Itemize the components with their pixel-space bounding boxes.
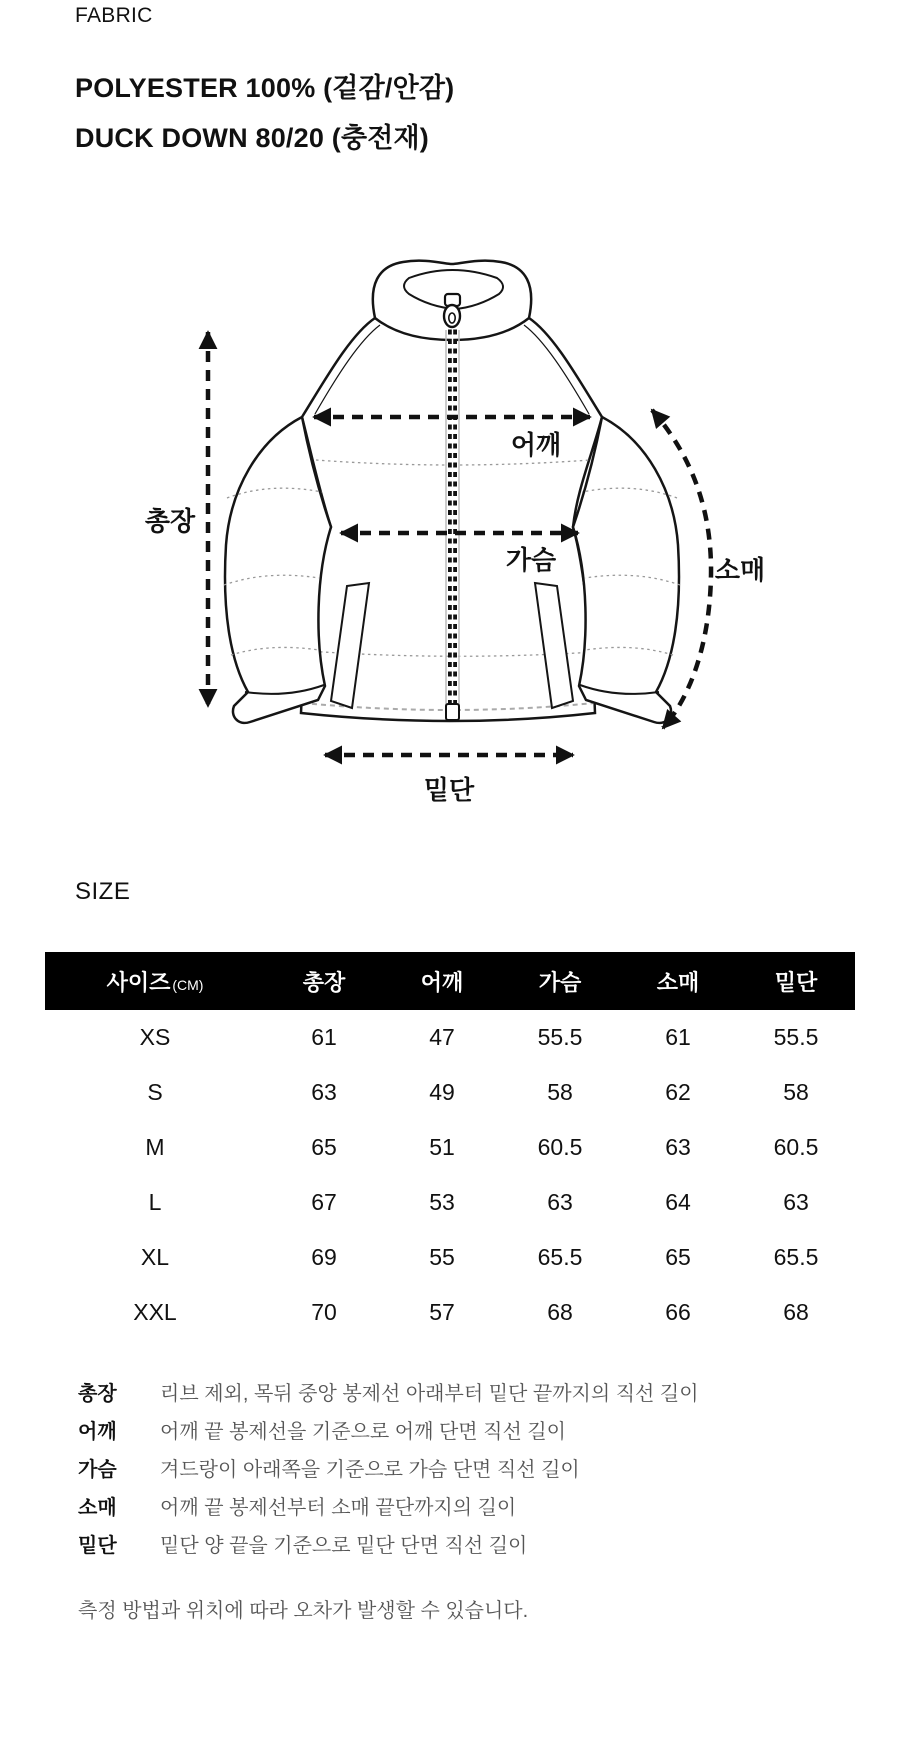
hem-label: 밑단 — [423, 775, 475, 805]
header-size-col — [45, 952, 265, 1010]
size-label: XS — [45, 1010, 265, 1065]
table-row-xxl — [45, 1285, 855, 1340]
cell-value: 58 — [737, 1065, 855, 1120]
header-sleeve-col: 소매 — [619, 952, 737, 1010]
cell-value: 60.5 — [737, 1120, 855, 1175]
shoulder-label: 어깨 — [510, 430, 562, 460]
length-label: 총장 — [144, 506, 196, 536]
cell-value: 60.5 — [501, 1120, 619, 1175]
size-table — [45, 952, 855, 1340]
chest-label: 가슴 — [505, 545, 557, 575]
cell-value: 49 — [383, 1065, 501, 1120]
cell-value: 61 — [265, 1010, 383, 1065]
definition-text: 밑단 양 끝을 기준으로 밑단 단면 직선 길이 — [160, 1534, 528, 1557]
cell-value: 67 — [265, 1175, 383, 1230]
cell-value: 55 — [383, 1230, 501, 1285]
definition-text: 리브 제외, 목뒤 중앙 봉제선 아래부터 밑단 끝까지의 직선 길이 — [160, 1382, 699, 1405]
cell-value: 65.5 — [501, 1230, 619, 1285]
definition-hem — [78, 1524, 848, 1562]
header-chest-col: 가슴 — [501, 952, 619, 1010]
table-row-l — [45, 1175, 855, 1230]
measurement-definitions — [78, 1372, 848, 1562]
cell-value: 65.5 — [737, 1230, 855, 1285]
cell-value: 61 — [619, 1010, 737, 1065]
cell-value: 65 — [265, 1120, 383, 1175]
table-row-s — [45, 1065, 855, 1120]
size-heading: SIZE — [75, 878, 131, 905]
measurement-disclaimer: 측정 방법과 위치에 따라 오차가 발생할 수 있습니다. — [78, 1600, 529, 1622]
definition-text: 어깨 끝 봉제선을 기준으로 어깨 단면 직선 길이 — [160, 1420, 566, 1443]
definition-term: 총장 — [78, 1382, 117, 1405]
cell-value: 69 — [265, 1230, 383, 1285]
fabric-composition-fill: DUCK DOWN 80/20 (충전재) — [75, 123, 429, 153]
fabric-composition-outer: POLYESTER 100% (겉감/안감) — [75, 73, 455, 103]
cell-value: 53 — [383, 1175, 501, 1230]
cell-value: 64 — [619, 1175, 737, 1230]
definition-term: 가슴 — [78, 1458, 117, 1481]
header-shoulder-col: 어깨 — [383, 952, 501, 1010]
zipper-bottom-box — [446, 704, 459, 720]
table-row-xs — [45, 1010, 855, 1065]
size-label: M — [45, 1120, 265, 1175]
definition-length — [78, 1372, 848, 1410]
cell-value: 63 — [619, 1120, 737, 1175]
header-length-col: 총장 — [265, 952, 383, 1010]
cell-value: 58 — [501, 1065, 619, 1120]
cell-value: 63 — [737, 1175, 855, 1230]
definition-term: 소매 — [78, 1496, 117, 1519]
definition-term: 어깨 — [78, 1420, 117, 1443]
cell-value: 70 — [265, 1285, 383, 1340]
cell-value: 51 — [383, 1120, 501, 1175]
definition-text: 겨드랑이 아래쪽을 기준으로 가슴 단면 직선 길이 — [160, 1458, 580, 1481]
size-label: L — [45, 1175, 265, 1230]
cell-value: 68 — [501, 1285, 619, 1340]
header-size-label: 사이즈 — [106, 969, 171, 995]
definition-term: 밑단 — [78, 1534, 117, 1557]
header-size-unit: (CM) — [172, 976, 204, 993]
table-row-xl — [45, 1230, 855, 1285]
cell-value: 63 — [265, 1065, 383, 1120]
cell-value: 47 — [383, 1010, 501, 1065]
size-table-header-row — [45, 952, 855, 1010]
definition-chest — [78, 1448, 848, 1486]
size-label: XXL — [45, 1285, 265, 1340]
fabric-heading: FABRIC — [75, 4, 153, 27]
definition-shoulder — [78, 1410, 848, 1448]
jacket-measurement-diagram — [0, 240, 900, 820]
zipper-pull-hole — [449, 313, 455, 323]
cell-value: 66 — [619, 1285, 737, 1340]
header-hem-col: 밑단 — [737, 952, 855, 1010]
size-label: XL — [45, 1230, 265, 1285]
definition-text: 어깨 끝 봉제선부터 소매 끝단까지의 길이 — [160, 1496, 517, 1519]
cell-value: 55.5 — [501, 1010, 619, 1065]
size-label: S — [45, 1065, 265, 1120]
table-row-m — [45, 1120, 855, 1175]
sleeve-label: 소매 — [714, 555, 766, 585]
cell-value: 65 — [619, 1230, 737, 1285]
cell-value: 68 — [737, 1285, 855, 1340]
cell-value: 55.5 — [737, 1010, 855, 1065]
cell-value: 57 — [383, 1285, 501, 1340]
cell-value: 62 — [619, 1065, 737, 1120]
definition-sleeve — [78, 1486, 848, 1524]
cell-value: 63 — [501, 1175, 619, 1230]
